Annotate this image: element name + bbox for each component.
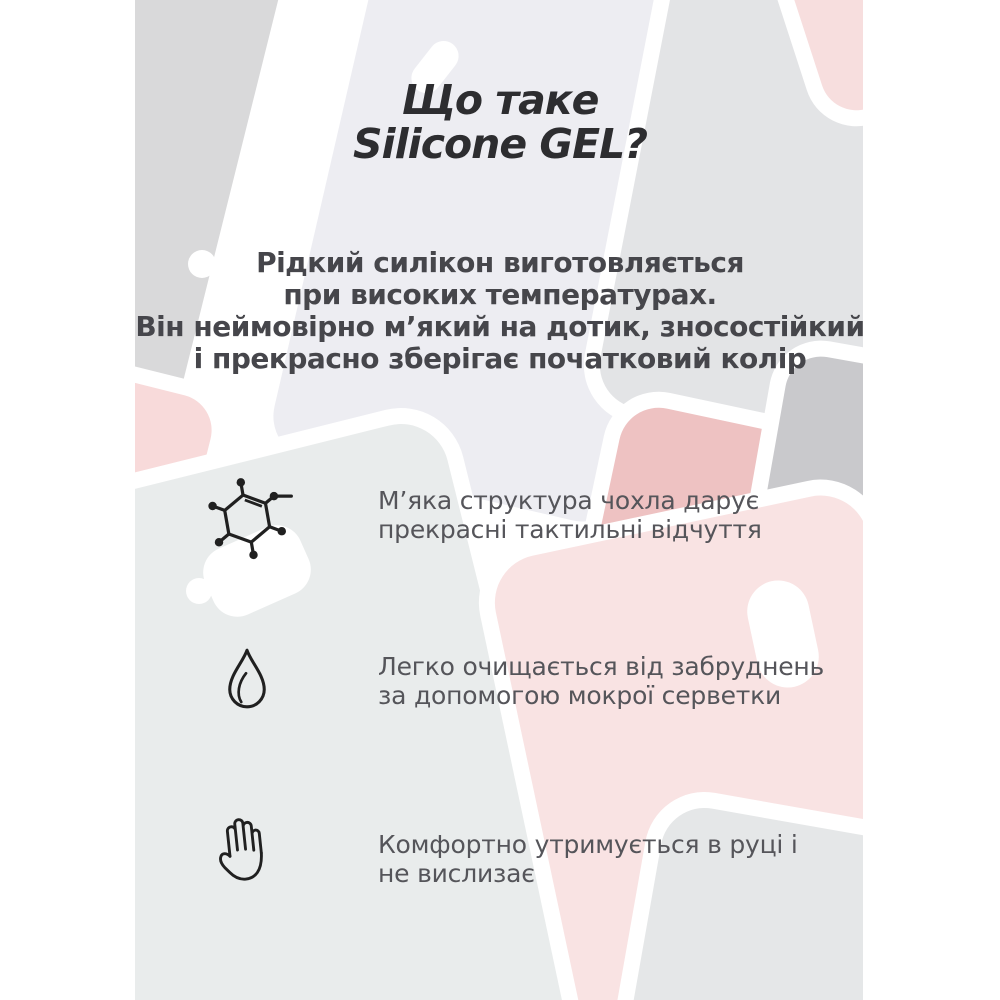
feature-line: Комфортно утримується в руці і	[378, 830, 798, 859]
feature-easy-clean	[378, 652, 824, 710]
feature-line: прекрасні тактильні відчуття	[378, 515, 762, 544]
intro-line: Він неймовірно м’який на дотик, зносостійкий	[135, 310, 865, 343]
molecule-icon	[203, 468, 295, 560]
page-title-line: Silicone GEL?	[353, 120, 647, 168]
intro-line: Рідкий силікон виготовляється	[256, 246, 744, 279]
page-title-line: Що таке	[401, 76, 599, 124]
feature-line: не вислизає	[378, 859, 535, 888]
page-title	[0, 78, 1000, 166]
feature-line: за допомогою мокрої серветки	[378, 681, 782, 710]
feature-soft-structure	[378, 486, 762, 544]
water-drop-icon	[224, 646, 270, 712]
hand-icon	[208, 809, 271, 886]
intro-line: і прекрасно зберігає початковий колір	[193, 342, 807, 375]
feature-comfort-grip	[378, 830, 798, 888]
intro-line: при високих температурах.	[283, 278, 717, 311]
feature-line: М’яка структура чохла дарує	[378, 486, 760, 515]
feature-line: Легко очищається від забруднень	[378, 652, 825, 681]
intro-paragraph	[0, 247, 1000, 375]
